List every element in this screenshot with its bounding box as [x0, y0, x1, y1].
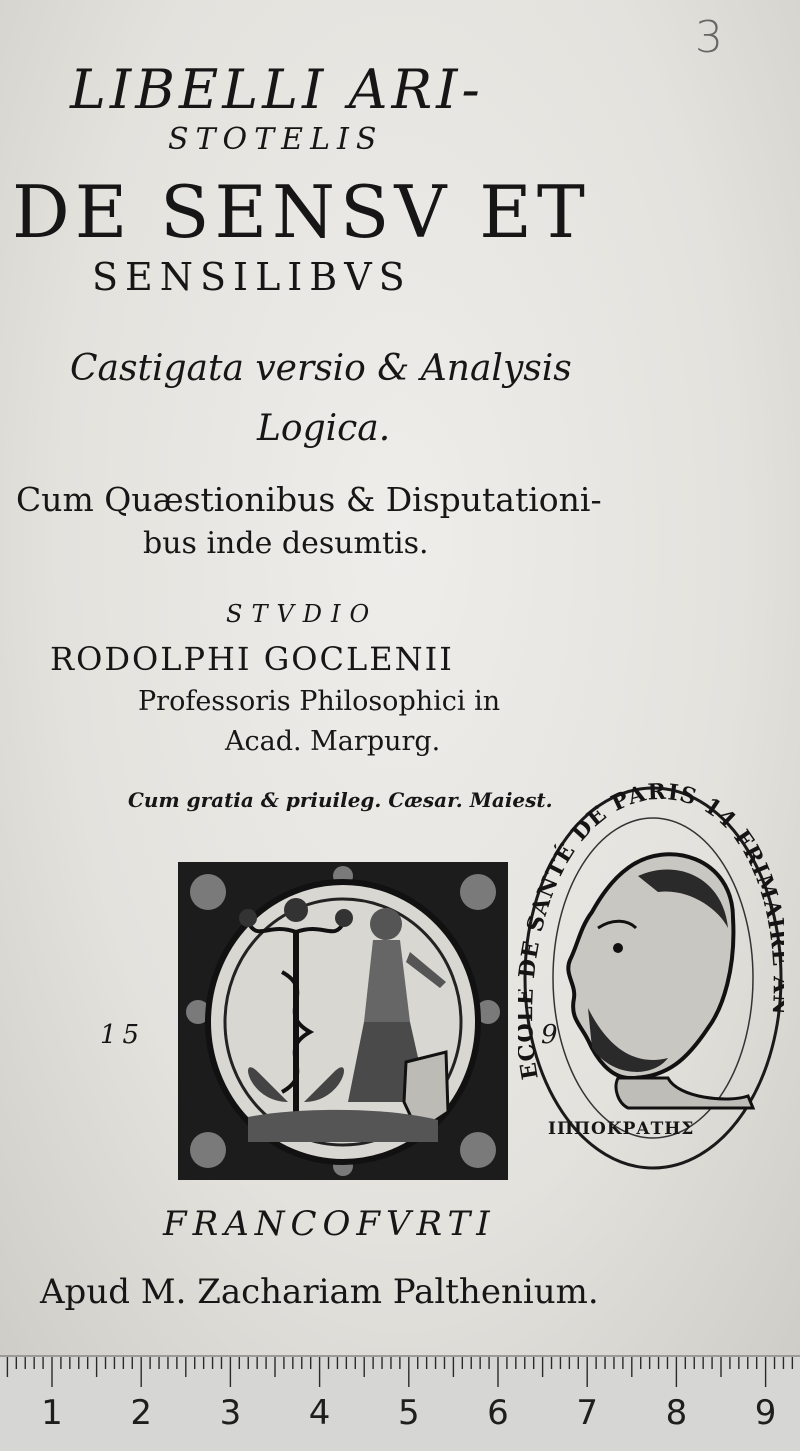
- ruler-number: 1: [41, 1393, 63, 1433]
- ruler-number: 3: [219, 1393, 242, 1433]
- title-line-2: STOTELIS: [168, 122, 384, 157]
- studio-label: STVDIO: [226, 600, 379, 628]
- ruler-number: 4: [308, 1393, 331, 1433]
- title-line-1: LIBELLI ARI-: [70, 58, 484, 121]
- imprint-publisher: Apud M. Zachariam Palthenium.: [40, 1272, 599, 1312]
- measurement-ruler: [0, 1355, 800, 1451]
- subtitle-line-1: Castigata versio & Analysis: [70, 348, 572, 389]
- title-line-4: SENSILIBVS: [92, 255, 412, 299]
- privilege-line: Cum gratia & priuileg. Cæsar. Maiest.: [128, 788, 553, 812]
- printers-device-woodcut: [178, 862, 508, 1180]
- title-line-3: DE SENSV ET: [12, 170, 590, 254]
- year-right: 9: [541, 1020, 558, 1050]
- ruler-number: 2: [130, 1393, 153, 1433]
- library-stamp: [518, 778, 784, 1173]
- stamp-caption: ΙΠΠΟΚΡΑΤΗΣ: [548, 1119, 695, 1139]
- description-line-1: Cum Quæstionibus & Disputationi-: [16, 480, 602, 519]
- ruler-ticks: [0, 1357, 800, 1397]
- author-name: RODOLPHI GOCLENII: [50, 640, 454, 678]
- ruler-number: 8: [665, 1393, 688, 1433]
- ruler-number: 7: [576, 1393, 599, 1433]
- ruler-number: 6: [487, 1393, 509, 1433]
- imprint-place: FRANCOFVRTI: [163, 1204, 496, 1244]
- ruler-number: 5: [397, 1393, 420, 1433]
- year-left: 15: [100, 1020, 146, 1050]
- description-line-2: bus inde desumtis.: [143, 526, 429, 561]
- ruler-number: 9: [754, 1393, 777, 1433]
- subtitle-line-2: Logica.: [257, 408, 391, 449]
- page-number: 3: [695, 12, 723, 63]
- author-title-line-1: Professoris Philosophici in: [138, 686, 501, 717]
- author-title-line-2: Acad. Marpurg.: [225, 726, 441, 757]
- svg-text:ECOLE DE SANTÉ DE PARIS 14 FRI: E E SANTÉ DE PARIS 14 FRIM: [518, 778, 783, 1082]
